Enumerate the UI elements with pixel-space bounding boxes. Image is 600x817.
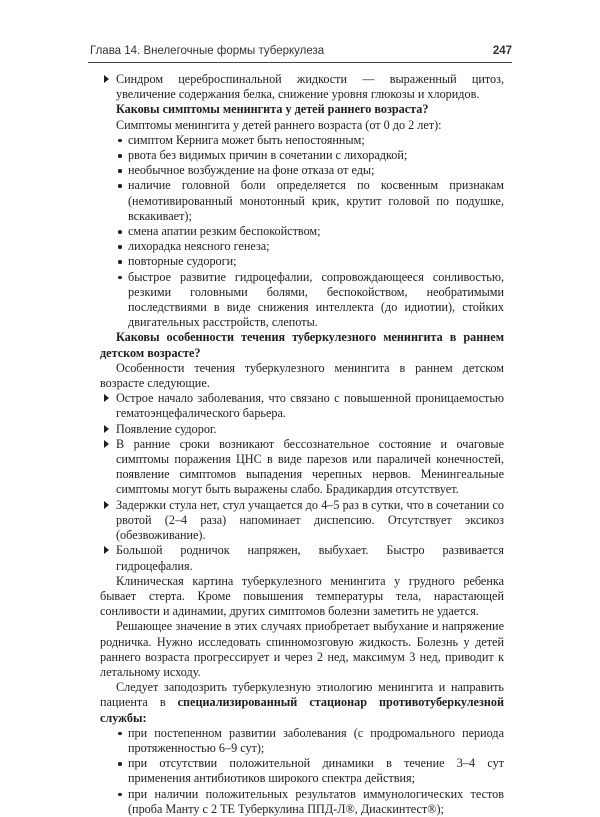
- section-heading-early-age-symptoms: Каковы симптомы менингита у детей раннего возраста?: [116, 102, 429, 117]
- running-header: [88, 42, 512, 63]
- list-item: лихорадка неясного генеза;: [116, 239, 504, 254]
- list-item: Синдром цереброспинальной жидкости — выраженный цитоз, увеличение содержания белка, снижение уровня глюкозы и хлоридов.: [100, 72, 504, 102]
- chapter-title: Глава 14. Внелегочные формы туберкулеза: [90, 45, 325, 57]
- dot-bullet-icon: [118, 169, 122, 173]
- dot-bullet-icon: [118, 245, 122, 249]
- list-item: рвота без видимых причин в сочетании с лихорадкой;: [116, 148, 504, 163]
- paragraph: Клиническая картина туберкулезного менингита у грудного ребенка бывает стерта. Кроме повышения температуры тела, нарастающей сонливости и адинамии, других симптомов болезни заметить не удается.: [100, 573, 504, 619]
- list-item: при наличии положительных результатов иммунологических тестов (проба Манту с 2 ТЕ Туберкулина ППД-Л®, Диаскинтест®);: [116, 787, 504, 817]
- list-item: симптом Кернига может быть непостоянным;: [116, 133, 504, 148]
- list-item: необычное возбуждение на фоне отказа от еды;: [116, 163, 504, 178]
- list-item: Большой родничок напряжен, выбухает. Быстро развивается гидроцефалия.: [100, 543, 504, 573]
- features-list: [100, 391, 504, 573]
- triangle-bullet-icon: [104, 440, 109, 448]
- list-item: Появление судорог.: [100, 422, 504, 437]
- list-item: повторные судороги;: [116, 254, 504, 269]
- triangle-bullet-icon: [104, 394, 109, 402]
- bold-phrase: специализированный стационар противотуберкулезной службы:: [100, 695, 504, 725]
- dot-bullet-icon: [118, 732, 122, 736]
- paragraph: Симптомы менингита у детей раннего возраста (от 0 до 2 лет):: [116, 117, 442, 132]
- page-number: 247: [492, 45, 512, 57]
- triangle-bullet-icon: [104, 425, 109, 433]
- section-heading-course-features: Каковы особенности течения туберкулезного менингита в раннем детском возрасте?: [100, 330, 504, 360]
- dot-bullet-icon: [118, 184, 122, 188]
- dot-bullet-icon: [118, 260, 122, 264]
- dot-bullet-icon: [118, 762, 122, 766]
- list-item: при постепенном развитии заболевания (с продромального периода протяженностью 6–9 сут);: [116, 726, 504, 756]
- dot-bullet-icon: [118, 230, 122, 234]
- intro-list: [100, 72, 504, 102]
- paragraph: Особенности течения туберкулезного менингита в раннем детском возрасте следующие.: [100, 360, 504, 391]
- paragraph: Решающее значение в этих случаях приобретает выбухание и напряжение родничка. Нужно исследовать спинномозговую жидкость. Болезнь у детей раннего возраста прогрессирует и через 2 нед, максимум 3 нед, приводит к летальному исходу.: [100, 619, 504, 679]
- list-item: смена апатии резким беспокойством;: [116, 224, 504, 239]
- dot-bullet-icon: [118, 793, 122, 797]
- triangle-bullet-icon: [104, 75, 109, 83]
- dot-bullet-icon: [118, 154, 122, 158]
- page-body: [100, 72, 504, 817]
- referral-list: [100, 726, 504, 817]
- list-item: В ранние сроки возникают бессознательное состояние и очаговые симптомы поражения ЦНС в виде парезов или параличей конечностей, появление симптомов выпадения черепных нервов. Менингеальные симптомы могут быть выражены слабо. Брадикардия отсутствует.: [100, 437, 504, 498]
- list-item: Острое начало заболевания, что связано с повышенной проницаемостью гематоэнцефалического барьера.: [100, 391, 504, 421]
- list-item: при отсутствии положительной динамики в течение 3–4 сут применения антибиотиков широкого спектра действия;: [116, 756, 504, 786]
- symptom-list: [100, 133, 504, 331]
- triangle-bullet-icon: [104, 501, 109, 509]
- paragraph: Следует заподозрить туберкулезную этиологию менингита и направить пациента в специализированный стационар противотуберкулезной службы:: [100, 680, 504, 725]
- list-item: быстрое развитие гидроцефалии, сопровождающееся сонливостью, резкими головными болями, беспокойством, необратимыми последствиями в виде снижения интеллекта (до идиотии), стойких двигательных расстройств, слепоты.: [116, 270, 504, 331]
- list-item: наличие головной боли определяется по косвенным признакам (немотивированный монотонный крик, крутит головой по подушке, вскакивает);: [116, 178, 504, 224]
- dot-bullet-icon: [118, 276, 122, 280]
- list-item: Задержки стула нет, стул учащается до 4–5 раз в сутки, что в сочетании со рвотой (2–4 раза) напоминает диспепсию. Отсутствует эксикоз (обезвоживание).: [100, 498, 504, 544]
- dot-bullet-icon: [118, 139, 122, 143]
- triangle-bullet-icon: [104, 546, 109, 554]
